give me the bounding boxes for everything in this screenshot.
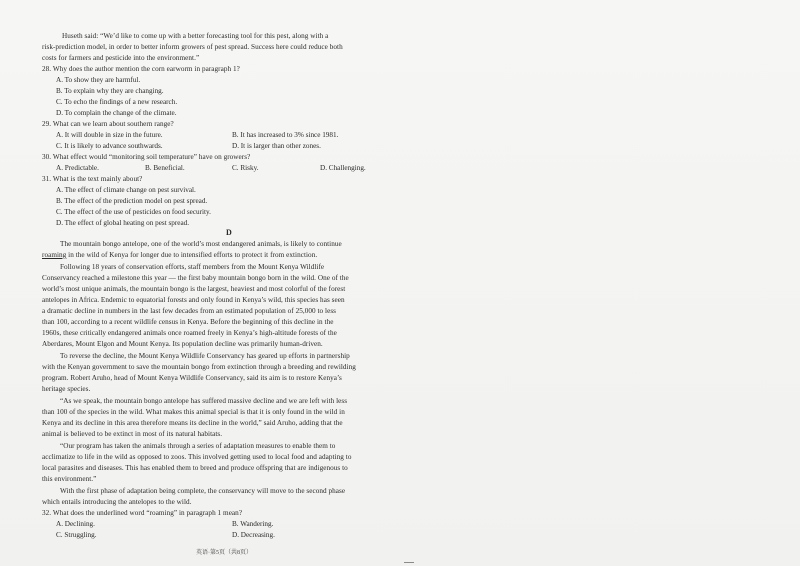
- passage-line: than 100 of the species in the wild. What makes this animal special is that it is only found in the wild in: [42, 408, 345, 416]
- option: A. Predictable.: [56, 164, 99, 172]
- passage-line: with the Kenyan government to save the mountain bongo from extinction through a breeding and rewilding: [42, 363, 356, 371]
- passage-line: To reverse the decline, the Mount Kenya Wildlife Conservancy has geared up efforts in partnership: [60, 352, 350, 360]
- passage-line: With the first phase of adaptation being complete, the conservancy will move to the second phase: [60, 487, 346, 495]
- passage-line: local parasites and diseases. This has enabled them to breed and produce offspring that are indigenous to: [42, 464, 348, 472]
- passage-line: 1960s, these critically endangered animals once roamed freely in Kenya’s high-altitude forests of the: [42, 329, 337, 337]
- option: C. The effect of the use of pesticides on food security.: [56, 208, 211, 216]
- passage-line: Aberdares, Mount Elgon and Mount Kenya. Its population decline was primarily human-driven.: [42, 340, 323, 348]
- option: B. To explain why they are changing.: [56, 87, 164, 95]
- passage-line: “Our program has taken the animals through a series of adaptation measures to enable them to: [60, 442, 336, 450]
- passage-line: “As we speak, the mountain bongo antelope has suffered massive decline and we are left with less: [60, 397, 348, 405]
- passage-line: this environment.”: [42, 475, 97, 483]
- passage-line: than 100, according to a recent wildlife census in Kenya. Before the beginning of this decline in the: [42, 318, 334, 326]
- passage-line: which entails introducing the antelopes to the wild.: [42, 498, 192, 506]
- text-line: risk-prediction model, in order to better inform growers of pest spread. Success here could reduce both: [42, 43, 343, 51]
- page-footer: 英语·第5页（共8页）: [196, 550, 252, 556]
- question-stem: 31. What is the text mainly about?: [42, 175, 143, 183]
- passage-line: Following 18 years of conservation efforts, staff members from the Mount Kenya Wildlife: [60, 263, 325, 271]
- option: C. Struggling.: [56, 531, 97, 539]
- option: B. Beneficial.: [145, 164, 185, 172]
- option: C. To echo the findings of a new research.: [56, 98, 178, 106]
- passage-line: Kenya and its decline in this area therefore means its decline in the world,” said Aruho, adding that the: [42, 419, 343, 427]
- passage-line: a dramatic decline in numbers in the last few decades from an estimated population of 25,000 to less: [42, 307, 337, 315]
- option: B. It has increased to 3% since 1981.: [232, 131, 339, 139]
- option: D. It is larger than other zones.: [232, 142, 321, 150]
- option: A. Declining.: [56, 520, 95, 528]
- question-stem: 29. What can we learn about southern range?: [42, 120, 174, 128]
- passage-line: acclimatize to life in the wild as opposed to zoos. This involved getting used to local food and adapting to: [42, 453, 352, 461]
- scan-mark: [404, 562, 414, 563]
- option: D. Decreasing.: [232, 531, 275, 539]
- option: A. The effect of climate change on pest survival.: [56, 186, 196, 194]
- passage-line: world’s most unique animals, the mountain bongo is the largest, heaviest and most colorful of the forest: [42, 285, 346, 293]
- underlined-word: roaming: [42, 251, 67, 259]
- option: A. To show they are harmful.: [56, 76, 141, 84]
- question-stem: 28. Why does the author mention the corn earworm in paragraph 1?: [42, 65, 240, 73]
- option: A. It will double in size in the future.: [56, 131, 163, 139]
- section-heading: D: [226, 228, 232, 237]
- option: C. Risky.: [232, 164, 259, 172]
- passage-line: roaming in the wild of Kenya for longer due to intensified efforts to protect it from extinction.: [42, 251, 318, 259]
- passage-line: Conservancy reached a milestone this year — the first baby mountain bongo born in the wild. One of the: [42, 274, 349, 282]
- question-stem: 30. What effect would “monitoring soil temperature” have on growers?: [42, 153, 251, 161]
- option: C. It is likely to advance southwards.: [56, 142, 163, 150]
- passage-line: program. Robert Aruho, head of Mount Kenya Wildlife Conservancy, said its aim is to restore Kenya’s: [42, 374, 342, 382]
- passage-line: antelopes in Africa. Endemic to equatorial forests and only found in Kenya’s wild, this species has seen: [42, 296, 345, 304]
- text-line: Huseth said: “We’d like to come up with a better forecasting tool for this pest, along with a: [62, 32, 329, 40]
- option: D. The effect of global heating on pest spread.: [56, 219, 190, 227]
- passage-line: The mountain bongo antelope, one of the world’s most endangered animals, is likely to continue: [60, 240, 342, 248]
- option: B. The effect of the prediction model on pest spread.: [56, 197, 208, 205]
- passage-line: animal is believed to be extinct in most of its natural habitats.: [42, 430, 223, 438]
- question-stem: 32. What does the underlined word “roaming” in paragraph 1 mean?: [42, 509, 243, 517]
- option: D. To complain the change of the climate.: [56, 109, 177, 117]
- option: B. Wandering.: [232, 520, 274, 528]
- option: D. Challenging.: [320, 164, 366, 172]
- passage-line: heritage species.: [42, 385, 91, 393]
- text-line: costs for farmers and pesticide into the environment.”: [42, 54, 200, 62]
